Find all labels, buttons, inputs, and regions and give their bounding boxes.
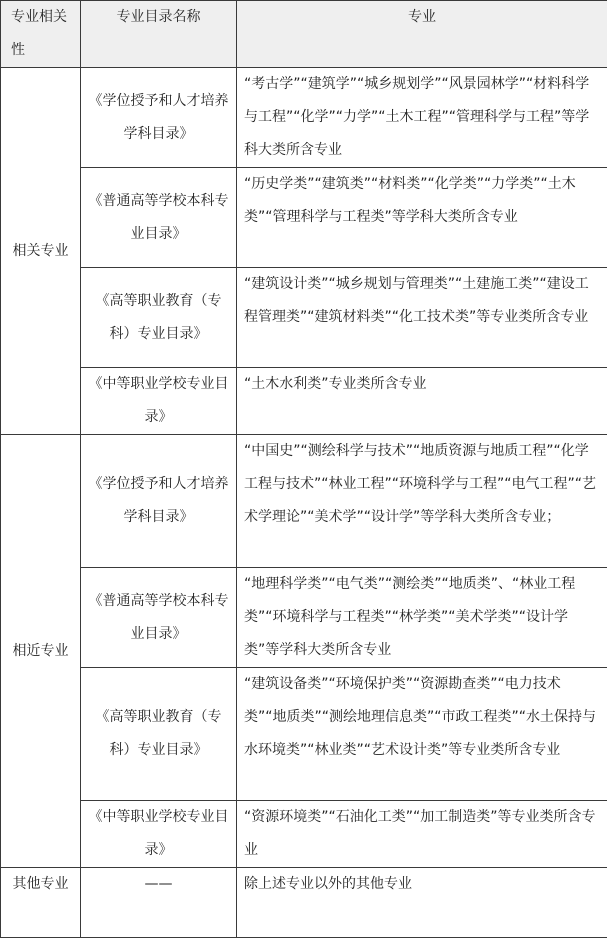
table-row [1,368,607,435]
catalog-cell: —— [81,868,237,938]
specialty-cell: “历史学类”“建筑类”“材料类”“化学类”“力学类”“土木类”“管理科学与工程类”等学科大类所含专业 [237,168,607,268]
catalog-cell: 《学位授予和人才培养学科目录》 [81,68,237,168]
table-row [1,168,607,268]
table-row [1,801,607,868]
catalog-cell: 《中等职业学校专业目录》 [81,801,237,868]
relation-cell: 相近专业 [1,435,81,868]
table-row [1,868,607,938]
table-row [1,435,607,568]
specialty-cell: 除上述专业以外的其他专业 [237,868,607,938]
specialty-cell: “考古学”“建筑学”“城乡规划学”“风景园林学”“材料科学与工程”“化学”“力学”“土木工程”“管理科学与工程”等学科大类所含专业 [237,68,607,168]
table-row [1,268,607,368]
table-row [1,668,607,801]
specialty-cell: “资源环境类”“石油化工类”“加工制造类”等专业类所含专业 [237,801,607,868]
header-row [1,1,607,68]
specialty-cell: “土木水利类”专业类所含专业 [237,368,607,435]
table-row [1,568,607,668]
catalog-cell: 《高等职业教育（专科）专业目录》 [81,668,237,801]
specialty-cell: “建筑设备类”“环境保护类”“资源勘查类”“电力技术类”“地质类”“测绘地理信息类”“市政工程类”“水土保持与水环境类”“林业类”“艺术设计类”等专业类所含专业 [237,668,607,801]
header-specialty: 专业 [237,1,607,68]
specialty-cell: “建筑设计类”“城乡规划与管理类”“土建施工类”“建设工程管理类”“建筑材料类”“化工技术类”等专业类所含专业 [237,268,607,368]
relation-cell: 其他专业 [1,868,81,938]
catalog-cell: 《高等职业教育（专科）专业目录》 [81,268,237,368]
relation-cell: 相关专业 [1,68,81,435]
header-catalog: 专业目录名称 [81,1,237,68]
catalog-cell: 《学位授予和人才培养学科目录》 [81,435,237,568]
catalog-cell: 《普通高等学校本科专业目录》 [81,168,237,268]
catalog-cell: 《普通高等学校本科专业目录》 [81,568,237,668]
catalog-cell: 《中等职业学校专业目录》 [81,368,237,435]
specialty-cell: “中国史”“测绘科学与技术”“地质资源与地质工程”“化学工程与技术”“林业工程”“环境科学与工程”“电气工程”“艺术学理论”“美术学”“设计学”等学科大类所含专业； [237,435,607,568]
header-relation: 专业相关性 [1,1,81,68]
table-row [1,68,607,168]
specialty-cell: “地理科学类”“电气类”“测绘类”“地质类”、“林业工程类”“环境科学与工程类”“林学类”“美术学类”“设计学类”等学科大类所含专业 [237,568,607,668]
